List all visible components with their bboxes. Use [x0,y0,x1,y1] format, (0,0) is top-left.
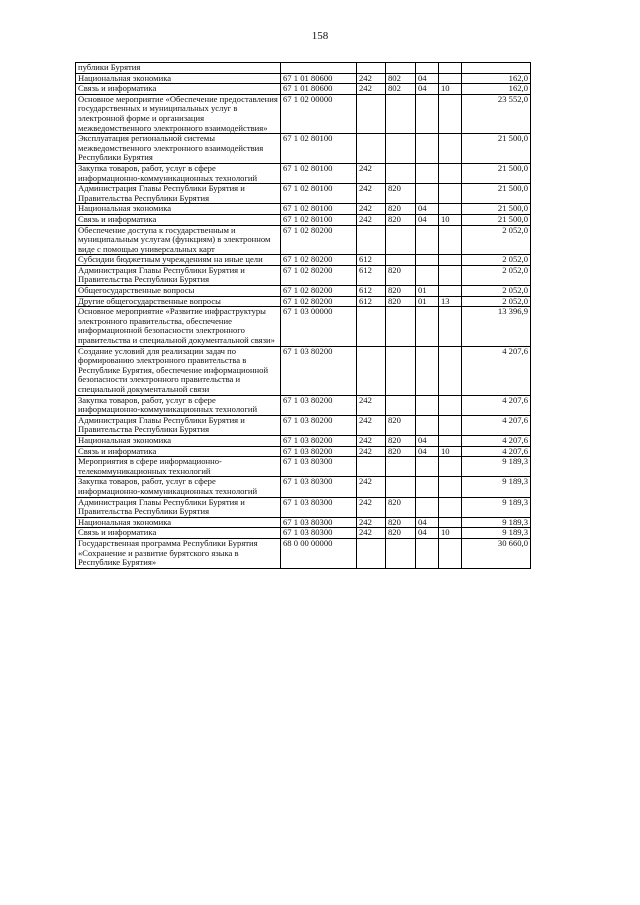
row-name-cell: Эксплуатация региональной системы межведомственного электронного взаимодействия Республики Бурятия [76,134,281,164]
row-amount-cell: 4 207,6 [462,415,531,435]
row-subsection-cell [439,415,462,435]
row-section-cell [416,265,439,285]
table-row [76,435,531,446]
row-name-cell: Администрация Главы Республики Бурятия и Правительства Республики Бурятия [76,265,281,285]
table-row [76,286,531,297]
row-department-cell: 820 [386,286,416,297]
row-expense-type-cell [357,346,386,395]
row-amount-cell [462,63,531,74]
row-section-cell [416,497,439,517]
row-amount-cell: 13 396,9 [462,307,531,346]
row-amount-cell: 9 189,3 [462,517,531,528]
table-row [76,517,531,528]
row-name-cell: Другие общегосударственные вопросы [76,296,281,307]
row-name-cell: Мероприятия в сфере информационно-телекоммуникационных технологий [76,457,281,477]
row-expense-type-cell: 612 [357,286,386,297]
row-amount-cell: 2 052,0 [462,296,531,307]
row-code-cell: 67 1 01 80600 [281,73,357,84]
row-amount-cell: 2 052,0 [462,265,531,285]
row-subsection-cell [439,184,462,204]
row-code-cell: 67 1 03 80200 [281,435,357,446]
row-expense-type-cell: 242 [357,163,386,183]
row-expense-type-cell [357,307,386,346]
row-department-cell: 820 [386,517,416,528]
row-expense-type-cell: 242 [357,435,386,446]
row-department-cell [386,94,416,133]
row-department-cell [386,538,416,568]
row-name-cell: Национальная экономика [76,204,281,215]
table-row [76,255,531,266]
row-section-cell: 01 [416,286,439,297]
table-row [76,415,531,435]
table-row [76,538,531,568]
row-amount-cell: 21 500,0 [462,134,531,164]
table-row [76,163,531,183]
row-expense-type-cell [357,63,386,74]
row-expense-type-cell: 242 [357,415,386,435]
row-department-cell [386,457,416,477]
row-subsection-cell [439,225,462,255]
row-amount-cell: 4 207,6 [462,346,531,395]
row-subsection-cell [439,204,462,215]
row-amount-cell: 2 052,0 [462,286,531,297]
row-department-cell [386,307,416,346]
row-department-cell: 820 [386,296,416,307]
row-name-cell: Администрация Главы Республики Бурятия и Правительства Республики Бурятия [76,184,281,204]
row-code-cell: 67 1 01 80600 [281,84,357,95]
table-row [76,307,531,346]
table-row [76,528,531,539]
row-code-cell: 67 1 02 80200 [281,286,357,297]
row-name-cell: Создание условий для реализации задач по формированию электронного правительства в Республике Бурятия, обеспечение информационной безопасности электронного правительства и специальной документальной связи [76,346,281,395]
row-amount-cell: 9 189,3 [462,497,531,517]
row-subsection-cell: 10 [439,446,462,457]
row-subsection-cell [439,163,462,183]
row-expense-type-cell [357,538,386,568]
row-amount-cell: 4 207,6 [462,446,531,457]
row-section-cell [416,415,439,435]
row-name-cell: публики Бурятия [76,63,281,74]
row-expense-type-cell: 242 [357,204,386,215]
row-department-cell: 820 [386,528,416,539]
row-section-cell [416,225,439,255]
row-code-cell: 67 1 03 80200 [281,415,357,435]
row-section-cell: 04 [416,214,439,225]
row-section-cell [416,94,439,133]
row-subsection-cell [439,477,462,497]
row-department-cell [386,225,416,255]
row-expense-type-cell [357,457,386,477]
row-department-cell [386,255,416,266]
row-expense-type-cell: 242 [357,477,386,497]
row-name-cell: Национальная экономика [76,517,281,528]
row-code-cell: 67 1 03 80300 [281,457,357,477]
table-row [76,73,531,84]
row-section-cell [416,307,439,346]
table-row [76,225,531,255]
row-code-cell: 67 1 03 80300 [281,528,357,539]
row-section-cell: 04 [416,204,439,215]
row-department-cell: 802 [386,73,416,84]
row-code-cell [281,63,357,74]
row-section-cell: 04 [416,435,439,446]
row-subsection-cell [439,307,462,346]
row-expense-type-cell: 242 [357,84,386,95]
row-name-cell: Национальная экономика [76,73,281,84]
row-code-cell: 67 1 03 80200 [281,395,357,415]
table-row [76,134,531,164]
row-subsection-cell: 10 [439,214,462,225]
budget-table [75,62,531,569]
row-section-cell [416,477,439,497]
row-department-cell: 820 [386,497,416,517]
row-expense-type-cell: 242 [357,395,386,415]
row-name-cell: Основное мероприятие «Развитие инфраструктуры электронного правительства, обеспечение информационной безопасности электронного правительства и специальной документальной связи» [76,307,281,346]
row-department-cell: 820 [386,184,416,204]
row-expense-type-cell: 242 [357,214,386,225]
row-expense-type-cell: 242 [357,73,386,84]
row-section-cell [416,395,439,415]
row-code-cell: 67 1 02 00000 [281,94,357,133]
row-subsection-cell [439,517,462,528]
row-expense-type-cell: 612 [357,265,386,285]
row-section-cell: 04 [416,73,439,84]
row-amount-cell: 162,0 [462,73,531,84]
row-department-cell: 820 [386,446,416,457]
row-name-cell: Администрация Главы Республики Бурятия и Правительства Республики Бурятия [76,497,281,517]
row-name-cell: Администрация Главы Республики Бурятия и Правительства Республики Бурятия [76,415,281,435]
row-expense-type-cell [357,94,386,133]
row-name-cell: Связь и информатика [76,528,281,539]
row-code-cell: 67 1 02 80200 [281,255,357,266]
row-amount-cell: 162,0 [462,84,531,95]
row-section-cell [416,255,439,266]
row-name-cell: Связь и информатика [76,84,281,95]
row-expense-type-cell [357,225,386,255]
row-code-cell: 67 1 02 80100 [281,134,357,164]
row-department-cell [386,163,416,183]
row-subsection-cell: 10 [439,528,462,539]
table-row [76,214,531,225]
row-code-cell: 67 1 02 80200 [281,296,357,307]
row-subsection-cell: 10 [439,84,462,95]
row-expense-type-cell: 242 [357,497,386,517]
table-row [76,204,531,215]
row-code-cell: 67 1 03 80300 [281,517,357,528]
row-name-cell: Субсидии бюджетным учреждениям на иные цели [76,255,281,266]
row-expense-type-cell: 242 [357,446,386,457]
row-name-cell: Обеспечение доступа к государственным и муниципальным услугам (функциям) в электронном виде с помощью универсальных карт [76,225,281,255]
row-code-cell: 67 1 02 80100 [281,204,357,215]
row-section-cell [416,184,439,204]
table-row [76,94,531,133]
row-amount-cell: 4 207,6 [462,395,531,415]
row-subsection-cell [439,346,462,395]
row-name-cell: Национальная экономика [76,435,281,446]
row-expense-type-cell: 242 [357,517,386,528]
row-code-cell: 67 1 03 80200 [281,446,357,457]
row-subsection-cell [439,134,462,164]
row-department-cell: 820 [386,214,416,225]
row-expense-type-cell: 242 [357,184,386,204]
row-name-cell: Связь и информатика [76,446,281,457]
row-code-cell: 67 1 02 80100 [281,214,357,225]
row-name-cell: Государственная программа Республики Бурятия «Сохранение и развитие бурятского языка в Республике Бурятия» [76,538,281,568]
row-amount-cell: 21 500,0 [462,214,531,225]
row-subsection-cell [439,497,462,517]
row-section-cell: 01 [416,296,439,307]
table-row [76,265,531,285]
row-department-cell [386,477,416,497]
table-row [76,395,531,415]
table-row [76,346,531,395]
table-row [76,477,531,497]
row-amount-cell: 21 500,0 [462,184,531,204]
table-row [76,296,531,307]
row-section-cell [416,457,439,477]
row-section-cell: 04 [416,528,439,539]
page-number: 158 [311,30,329,42]
row-department-cell: 820 [386,204,416,215]
row-expense-type-cell [357,134,386,164]
row-department-cell: 820 [386,415,416,435]
row-subsection-cell [439,255,462,266]
table-row [76,497,531,517]
row-department-cell: 802 [386,84,416,95]
row-expense-type-cell: 612 [357,296,386,307]
row-name-cell: Основное мероприятие «Обеспечение предоставления государственных и муниципальных услуг в электронной форме и организация межведомственного электронного взаимодействия» [76,94,281,133]
row-name-cell: Связь и информатика [76,214,281,225]
row-code-cell: 67 1 02 80200 [281,225,357,255]
row-subsection-cell [439,265,462,285]
row-subsection-cell [439,435,462,446]
row-name-cell: Закупка товаров, работ, услуг в сфере информационно-коммуникационных технологий [76,395,281,415]
row-name-cell: Закупка товаров, работ, услуг в сфере информационно-коммуникационных технологий [76,163,281,183]
row-section-cell [416,538,439,568]
row-subsection-cell [439,94,462,133]
row-code-cell: 67 1 03 80300 [281,477,357,497]
row-amount-cell: 30 660,0 [462,538,531,568]
table-row [76,63,531,74]
row-name-cell: Закупка товаров, работ, услуг в сфере информационно-коммуникационных технологий [76,477,281,497]
row-subsection-cell [439,73,462,84]
row-subsection-cell [439,457,462,477]
row-section-cell [416,346,439,395]
row-subsection-cell [439,286,462,297]
row-expense-type-cell: 612 [357,255,386,266]
row-subsection-cell [439,395,462,415]
row-amount-cell: 9 189,3 [462,528,531,539]
row-amount-cell: 2 052,0 [462,255,531,266]
budget-table-body [76,63,531,569]
row-section-cell: 04 [416,446,439,457]
row-department-cell [386,346,416,395]
row-department-cell: 820 [386,435,416,446]
row-department-cell [386,63,416,74]
row-name-cell: Общегосударственные вопросы [76,286,281,297]
row-section-cell: 04 [416,84,439,95]
row-department-cell: 820 [386,265,416,285]
row-amount-cell: 9 189,3 [462,457,531,477]
row-code-cell: 67 1 02 80200 [281,265,357,285]
row-amount-cell: 9 189,3 [462,477,531,497]
table-row [76,446,531,457]
row-section-cell [416,163,439,183]
row-code-cell: 67 1 02 80100 [281,184,357,204]
row-section-cell [416,63,439,74]
row-amount-cell: 21 500,0 [462,163,531,183]
row-subsection-cell: 13 [439,296,462,307]
row-amount-cell: 23 552,0 [462,94,531,133]
row-code-cell: 68 0 00 00000 [281,538,357,568]
table-row [76,84,531,95]
row-subsection-cell [439,63,462,74]
row-subsection-cell [439,538,462,568]
row-amount-cell: 2 052,0 [462,225,531,255]
row-expense-type-cell: 242 [357,528,386,539]
table-row [76,184,531,204]
row-code-cell: 67 1 03 80300 [281,497,357,517]
table-row [76,457,531,477]
row-code-cell: 67 1 02 80100 [281,163,357,183]
row-department-cell [386,134,416,164]
row-amount-cell: 21 500,0 [462,204,531,215]
row-code-cell: 67 1 03 80200 [281,346,357,395]
row-department-cell [386,395,416,415]
row-section-cell [416,134,439,164]
row-section-cell: 04 [416,517,439,528]
row-amount-cell: 4 207,6 [462,435,531,446]
row-code-cell: 67 1 03 00000 [281,307,357,346]
